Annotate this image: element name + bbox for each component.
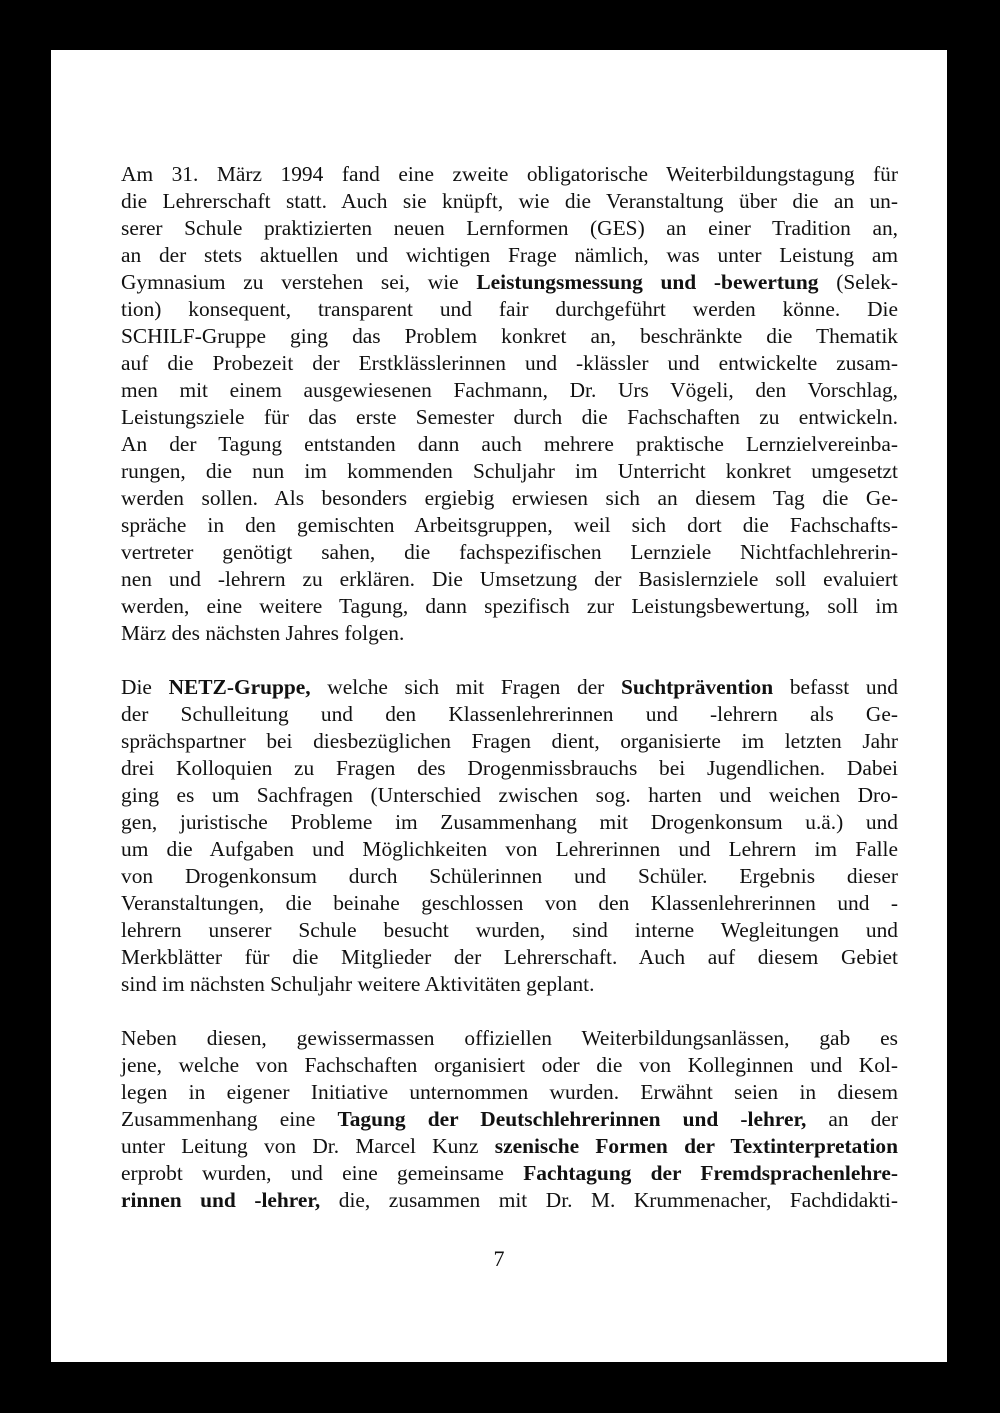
bold-text: szenische Formen der Textinterpretation <box>494 1134 898 1158</box>
text-line <box>121 161 898 188</box>
text-line <box>121 269 898 296</box>
text-segment: Zusammenhang eine <box>121 1107 338 1131</box>
text-segment: SCHILF-Gruppe ging das Problem konkret an, beschränkte die Thematik <box>121 324 898 348</box>
text-segment: vertreter genötigt sahen, die fachspezifischen Lernziele Nichtfachlehrerin- <box>121 540 898 564</box>
text-segment: sprächspartner bei diesbezüglichen Fragen dient, organisierte im letzten Jahr <box>121 729 898 753</box>
text-line <box>121 296 898 323</box>
text-segment: sind im nächsten Schuljahr weitere Aktivitäten geplant. <box>121 972 595 996</box>
bold-text: Tagung der Deutschlehrerinnen und -lehrer, <box>337 1107 807 1131</box>
text-line <box>121 188 898 215</box>
text-line <box>121 485 898 512</box>
text-segment: rungen, die nun im kommenden Schuljahr im Unterricht konkret umgesetzt <box>121 459 898 483</box>
text-segment: men mit einem ausgewiesenen Fachmann, Dr. Urs Vögeli, den Vorschlag, <box>121 378 898 402</box>
text-segment: werden sollen. Als besonders ergiebig erwiesen sich an diesem Tag die Ge- <box>121 486 898 510</box>
text-line <box>121 566 898 593</box>
text-segment: drei Kolloquien zu Fragen des Drogenmissbrauchs bei Jugendlichen. Dabei <box>121 756 898 780</box>
text-segment: Neben diesen, gewissermassen offiziellen Weiterbildungsanlässen, gab es <box>121 1026 898 1050</box>
text-line <box>121 377 898 404</box>
bold-text: Fachtagung der Fremdsprachenlehre- <box>523 1161 898 1185</box>
text-segment: ging es um Sachfragen (Unterschied zwischen sog. harten und weichen Dro- <box>121 783 898 807</box>
text-segment: (Selek- <box>818 270 898 294</box>
text-line <box>121 350 898 377</box>
text-segment: tion) konsequent, transparent und fair durchgeführt werden könne. Die <box>121 297 898 321</box>
text-segment: Die <box>121 675 169 699</box>
text-segment: serer Schule praktizierten neuen Lernformen (GES) an einer Tradition an, <box>121 216 898 240</box>
text-segment: werden, eine weitere Tagung, dann spezifisch zur Leistungsbewertung, soll im <box>121 594 898 618</box>
text-segment: an der <box>806 1107 899 1131</box>
text-line <box>121 1106 898 1133</box>
text-segment: die, zusammen mit Dr. M. Krummenacher, Fachdidakti- <box>320 1188 899 1212</box>
text-line <box>121 701 898 728</box>
text-line <box>121 971 898 998</box>
text-line <box>121 593 898 620</box>
text-line <box>121 836 898 863</box>
text-line <box>121 674 898 701</box>
text-line <box>121 863 898 890</box>
text-segment: auf die Probezeit der Erstklässlerinnen und -klässler und entwickelte zusam- <box>121 351 898 375</box>
text-line <box>121 242 898 269</box>
paragraph <box>121 1025 898 1214</box>
text-segment: März des nächsten Jahres folgen. <box>121 621 405 645</box>
page-number: 7 <box>493 1246 505 1271</box>
bold-text: Suchtprävention <box>621 675 774 699</box>
text-line <box>121 917 898 944</box>
text-segment: An der Tagung entstanden dann auch mehrere praktische Lernzielvereinba- <box>121 432 898 456</box>
text-segment: befasst und <box>773 675 898 699</box>
text-segment: Merkblätter für die Mitglieder der Lehrerschaft. Auch auf diesem Gebiet <box>121 945 898 969</box>
text-segment: Veranstaltungen, die beinahe geschlossen von den Klassenlehrerinnen und - <box>121 891 898 915</box>
text-line <box>121 1187 898 1214</box>
bold-text: rinnen und -lehrer, <box>121 1188 321 1212</box>
text-segment: die Lehrerschaft statt. Auch sie knüpft, wie die Veranstaltung über die an un- <box>121 189 898 213</box>
text-line <box>121 404 898 431</box>
text-line <box>121 431 898 458</box>
text-segment: erprobt wurden, und eine gemeinsame <box>121 1161 524 1185</box>
text-line <box>121 215 898 242</box>
text-segment: unter Leitung von Dr. Marcel Kunz <box>121 1134 495 1158</box>
text-line <box>121 728 898 755</box>
text-line <box>121 539 898 566</box>
paragraph <box>121 674 898 998</box>
text-segment: um die Aufgaben und Möglichkeiten von Lehrerinnen und Lehrern im Falle <box>121 837 898 861</box>
text-segment: gen, juristische Probleme im Zusammenhang mit Drogenkonsum u.ä.) und <box>121 810 898 834</box>
body-text <box>121 161 898 1241</box>
text-segment: welche sich mit Fragen der <box>310 675 621 699</box>
text-segment: nen und -lehrern zu erklären. Die Umsetzung der Basislernziele soll evaluiert <box>121 567 898 591</box>
paragraph <box>121 161 898 647</box>
document-page <box>51 50 947 1362</box>
text-segment: von Drogenkonsum durch Schülerinnen und Schüler. Ergebnis dieser <box>121 864 898 888</box>
text-segment: legen in eigener Initiative unternommen wurden. Erwähnt seien in diesem <box>121 1080 898 1104</box>
text-line <box>121 890 898 917</box>
text-line <box>121 323 898 350</box>
bold-text: NETZ-Gruppe, <box>168 675 311 699</box>
text-line <box>121 1160 898 1187</box>
text-segment: Gymnasium zu verstehen sei, wie <box>121 270 477 294</box>
bold-text: Leistungsmessung und -bewertung <box>476 270 819 294</box>
text-line <box>121 1079 898 1106</box>
text-segment: jene, welche von Fachschaften organisiert oder die von Kolleginnen und Kol- <box>121 1053 898 1077</box>
text-line <box>121 944 898 971</box>
text-line <box>121 782 898 809</box>
text-segment: der Schulleitung und den Klassenlehrerinnen und -lehrern als Ge- <box>121 702 898 726</box>
text-line <box>121 1052 898 1079</box>
text-line <box>121 458 898 485</box>
text-segment: spräche in den gemischten Arbeitsgruppen, weil sich dort die Fachschafts- <box>121 513 898 537</box>
text-segment: lehrern unserer Schule besucht wurden, sind interne Wegleitungen und <box>121 918 898 942</box>
text-segment: an der stets aktuellen und wichtigen Frage nämlich, was unter Leistung am <box>121 243 898 267</box>
text-segment: Leistungsziele für das erste Semester durch die Fachschaften zu entwickeln. <box>121 405 898 429</box>
text-line <box>121 620 898 647</box>
text-segment: Am 31. März 1994 fand eine zweite obligatorische Weiterbildungstagung für <box>121 162 898 186</box>
text-line <box>121 512 898 539</box>
text-line <box>121 1025 898 1052</box>
text-line <box>121 1133 898 1160</box>
text-line <box>121 809 898 836</box>
text-line <box>121 755 898 782</box>
